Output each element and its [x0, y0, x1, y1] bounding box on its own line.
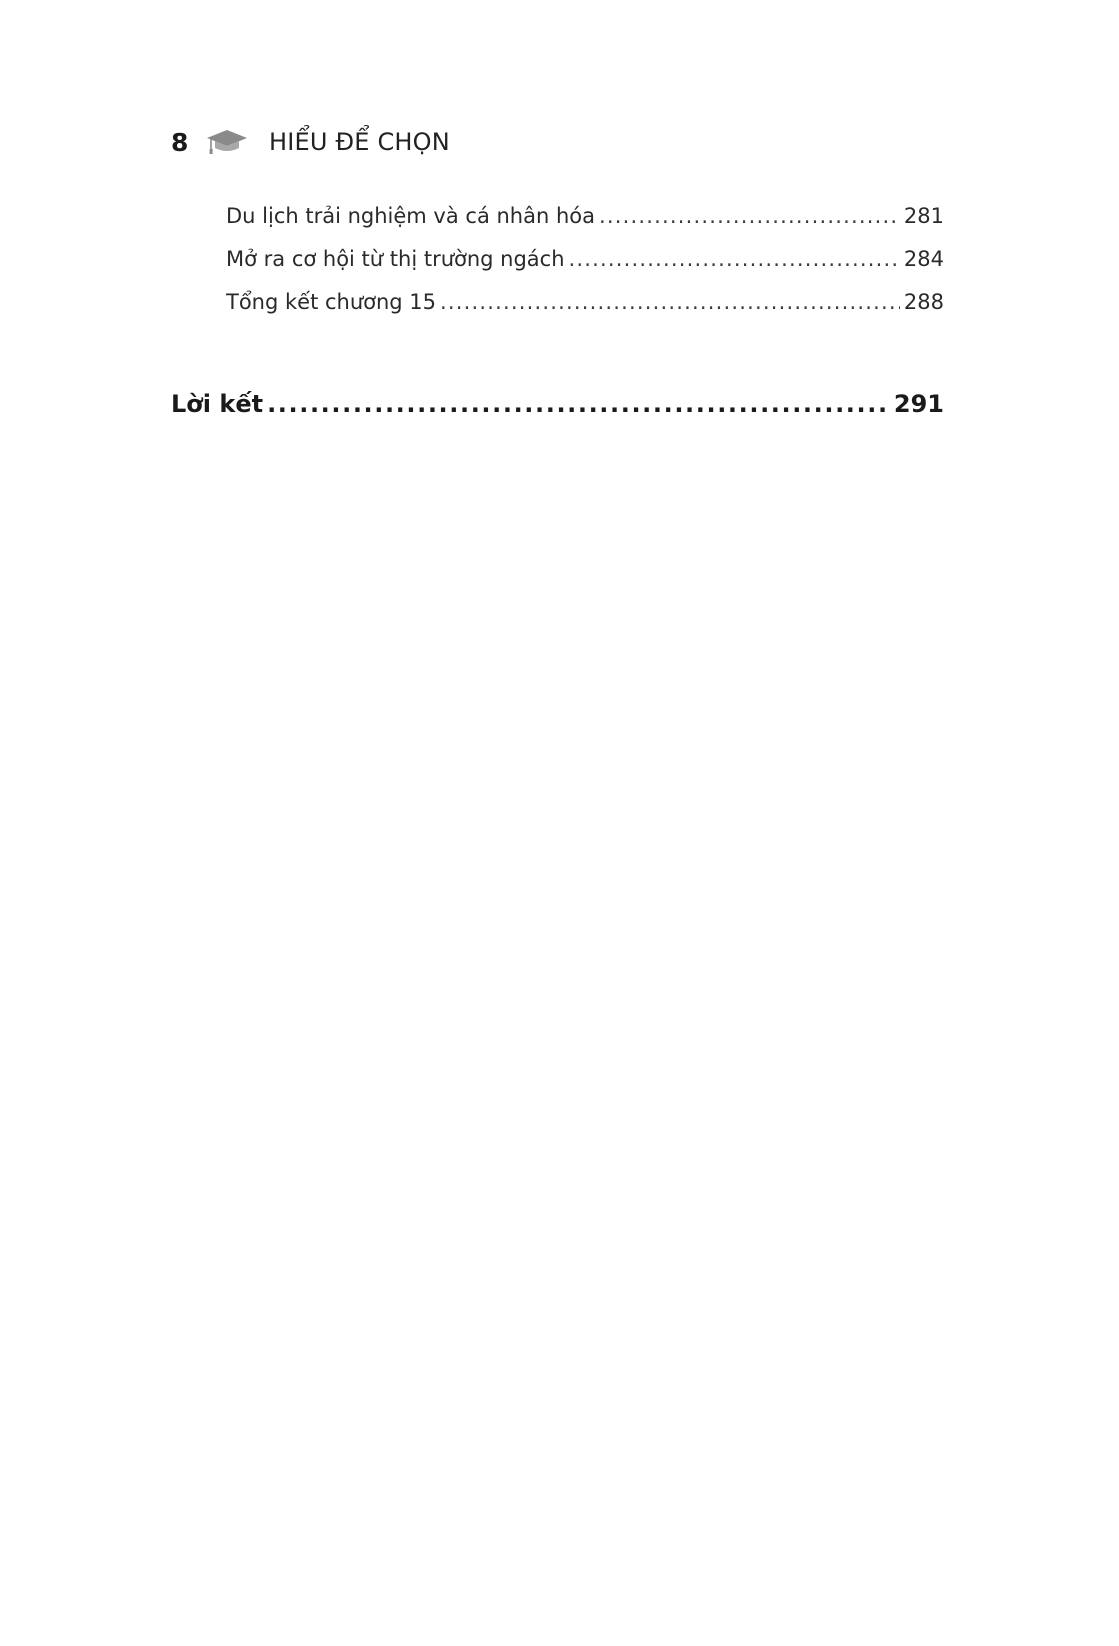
toc-entry-page: 284: [903, 247, 944, 271]
toc-entry[interactable]: [226, 290, 944, 314]
toc-main-entry[interactable]: [171, 390, 944, 418]
toc-entry-label: Du lịch trải nghiệm và cá nhân hóa: [226, 204, 595, 228]
dot-leader: [440, 290, 900, 314]
toc-entry-label: Tổng kết chương 15: [226, 290, 437, 314]
toc-entry[interactable]: [226, 204, 944, 228]
graduation-cap-icon: [205, 127, 249, 157]
dot-leader: [599, 204, 900, 228]
dot-leader: [569, 247, 900, 271]
toc-entry-label: Mở ra cơ hội từ thị trường ngách: [226, 247, 565, 271]
toc-entry[interactable]: [226, 247, 944, 271]
toc-main-entry-page: 291: [893, 390, 944, 418]
page-number: 8: [171, 127, 189, 157]
dot-leader: [267, 390, 890, 418]
toc-main-entry-label: Lời kết: [171, 390, 264, 418]
toc-entry-page: 281: [903, 204, 944, 228]
running-header: [171, 122, 450, 162]
book-title: HIỂU ĐỂ CHỌN: [269, 128, 450, 156]
toc-entry-page: 288: [903, 290, 944, 314]
